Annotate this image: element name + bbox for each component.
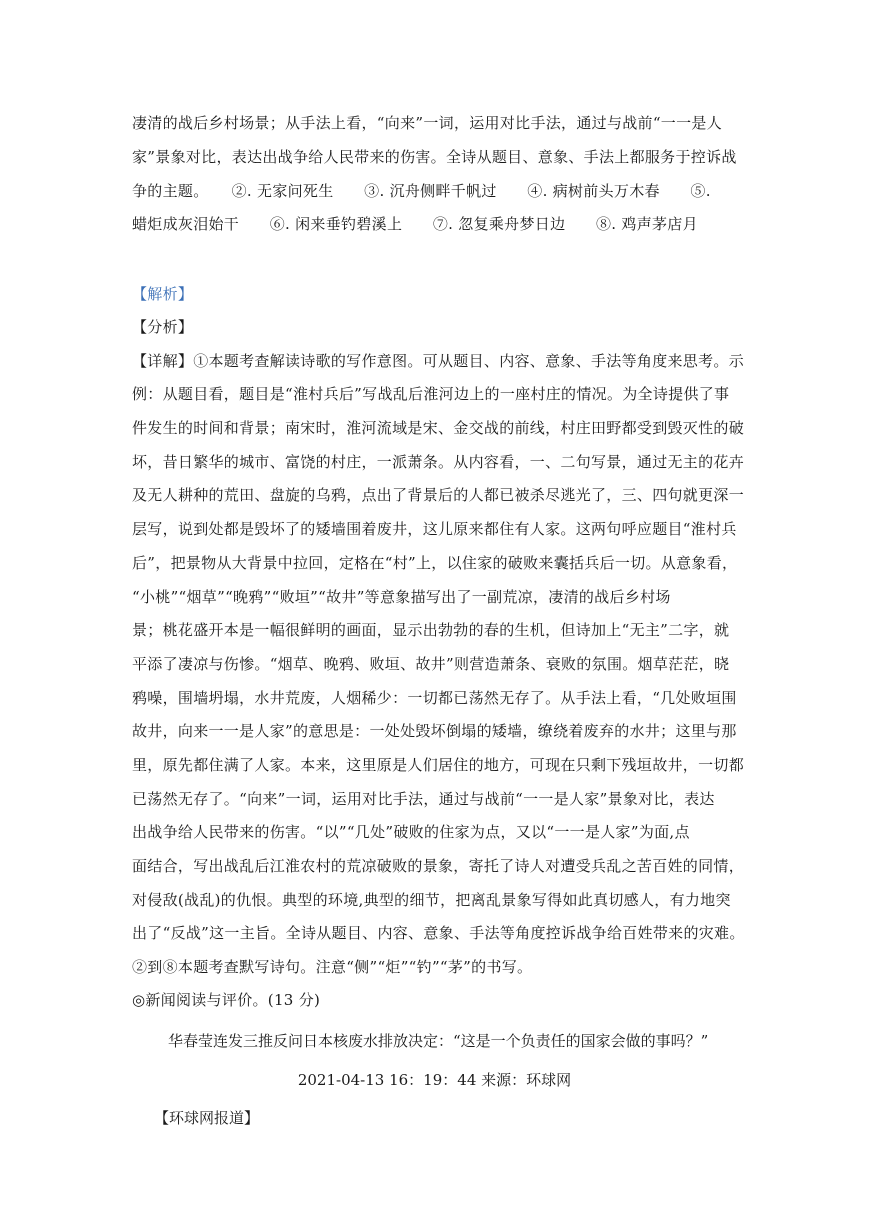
detail-line-2: 例：从题目看，题目是“淮村兵后”写战乱后淮河边上的一座村庄的情况。为全诗提供了事 [132,385,730,403]
detail-line-6: 层写，说到处都是毁坏了的矮墙围着废井，这儿原来都住有人家。这两句呼应题目“淮村兵 [132,520,737,538]
answer-line-4: 蜡炬成灰泪始干 ⑥. 闲来垂钓碧溪上 ⑦. 忽复乘舟梦日边 ⑧. 鸡声茅店月 [132,215,698,233]
detail-line-13: 里，原先都住满了人家。本来，这里原是人们居住的地方，可现在只剩下残垣故井，一切都 [132,756,745,774]
source-tag: 【环球网报道】 [154,1109,260,1127]
detail-line-12: 故井，向来一一是人家”的意思是：一处处毁坏倒塌的矮墙，缭绕着废弃的水井；这里与那 [132,722,737,740]
detail-line-11: 鸦噪，围墙坍塌，水井荒废，人烟稀少：一切都已荡然无存了。从手法上看，“几处败垣围 [132,689,737,707]
detail-line-17: 对侵敌(战乱)的仇恨。典型的环境,典型的细节，把离乱景象写得如此真切感人，有力地突 [132,891,731,909]
detail-line-10: 平添了凄凉与伤惨。“烟草、晚鸦、败垣、故井”则营造萧条、衰败的氛围。烟草茫茫，晓 [132,655,730,673]
detail-line-8: “小桃”“烟草”“晚鸦”“败垣”“故井”等意象描写出了一副荒凉，凄清的战后乡村场 [132,588,671,606]
detail-line-19: ②到⑧本题考查默写诗句。注意“侧”“炬”“钓”“茅”的书写。 [132,958,533,976]
detail-line-9: 景；桃花盛开本是一幅很鲜明的画面，显示出勃勃的春的生机，但诗加上“无主”二字，就 [132,621,730,639]
detail-line-15: 出战争给人民带来的伤害。“以”“几处”破败的住家为点，又以“一一是人家”为面,点 [132,823,690,841]
detail-line-7: 后”，把景物从大背景中拉回，定格在“村”上，以住家的破败来囊括兵后一切。从意象看， [132,554,738,572]
answer-line-1: 凄清的战后乡村场景；从手法上看，“向来”一词，运用对比手法，通过与战前“一一是人 [132,114,723,132]
analysis-tag: 【解析】 [132,285,194,303]
news-section-heading: ◎新闻阅读与评价。(13 分) [132,991,321,1009]
article-title: 华春莹连发三推反问日本核废水排放决定：“这是一个负责任的国家会做的事吗？” [168,1032,709,1050]
detail-line-18: 出了“反战”这一主旨。全诗从题目、内容、意象、手法等角度控诉战争给百姓带来的灾难。 [132,924,745,942]
answer-line-3: 争的主题。 ②. 无家问死生 ③. 沉舟侧畔千帆过 ④. 病树前头万木春 ⑤. [132,182,711,200]
detail-line-3: 件发生的时间和背景；南宋时，淮河流域是宋、金交战的前线，村庄田野都受到毁灭性的破 [132,419,745,437]
fenxi-tag: 【分析】 [132,318,194,336]
answer-line-2: 家”景象对比，表达出战争给人民带来的伤害。全诗从题目、意象、手法上都服务于控诉战 [132,148,737,166]
detail-line-14: 已荡然无存了。“向来”一词，运用对比手法，通过与战前“一一是人家”景象对比，表达 [132,790,715,808]
detail-line-4: 坏，昔日繁华的城市、富饶的村庄，一派萧条。从内容看，一、二句写景，通过无主的花卉 [132,453,745,471]
detail-line-1: 【详解】①本题考查解读诗歌的写作意图。可从题目、内容、意象、手法等角度来思考。示 [132,352,745,370]
detail-line-5: 及无人耕种的荒田、盘旋的乌鸦，点出了背景后的人都已被杀尽逃光了，三、四句就更深一 [132,486,745,504]
detail-line-16: 面结合，写出战乱后江淮农村的荒凉破败的景象，寄托了诗人对遭受兵乱之苦百姓的同情， [132,857,745,875]
article-meta: 2021-04-13 16：19：44 来源：环球网 [297,1071,572,1089]
